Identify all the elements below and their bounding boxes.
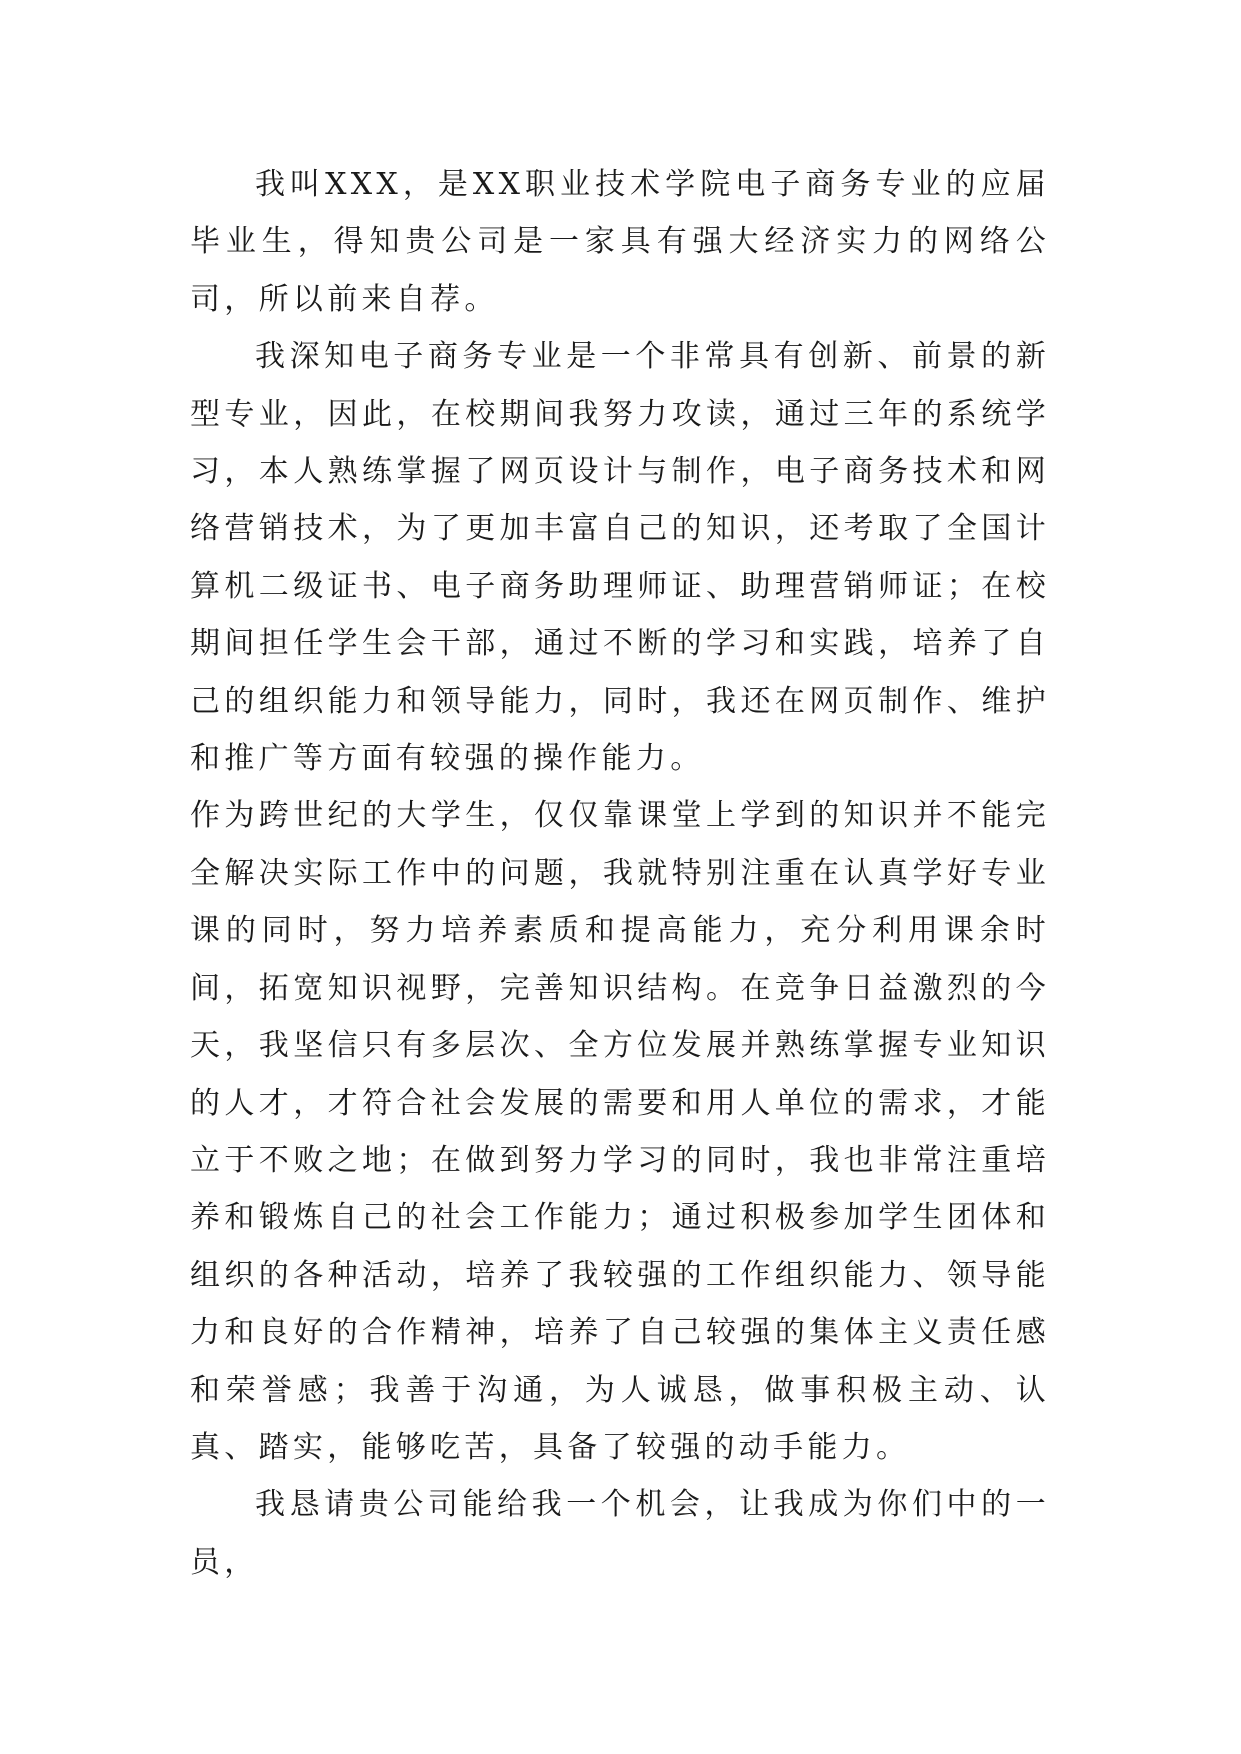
- paragraph-request: 我恳请贵公司能给我一个机会，让我成为你们中的一员，: [190, 1487, 1050, 1580]
- document-body: [190, 156, 1050, 1591]
- paragraph-introduction: 我叫XXX，是XX职业技术学院电子商务专业的应届毕业生，得知贵公司是一家具有强大经济实力的网络公司，所以前来自荐。: [190, 167, 1050, 317]
- paragraph-education: 我深知电子商务专业是一个非常具有创新、前景的新型专业，因此，在校期间我努力攻读，通过三年的系统学习，本人熟练掌握了网页设计与制作，电子商务技术和网络营销技术，为了更加丰富自己的知识，还考取了全国计算机二级证书、电子商务助理师证、助理营销师证；在校期间担任学生会干部，通过不断的学习和实践，培养了自己的组织能力和领导能力，同时，我还在网页制作、维护和推广等方面有较强的操作能力。: [190, 339, 1050, 777]
- paragraph-qualities: 作为跨世纪的大学生，仅仅靠课堂上学到的知识并不能完全解决实际工作中的问题，我就特别注重在认真学好专业课的同时，努力培养素质和提高能力，充分利用课余时间，拓宽知识视野，完善知识结构。在竞争日益激烈的今天，我坚信只有多层次、全方位发展并熟练掌握专业知识的人才，才符合社会发展的需要和用人单位的需求，才能立于不败之地；在做到努力学习的同时，我也非常注重培养和锻炼自己的社会工作能力；通过积极参加学生团体和组织的各种活动，培养了我较强的工作组织能力、领导能力和良好的合作精神，培养了自己较强的集体主义责任感和荣誉感；我善于沟通，为人诚恳，做事积极主动、认真、踏实，能够吃苦，具备了较强的动手能力。: [190, 798, 1050, 1465]
